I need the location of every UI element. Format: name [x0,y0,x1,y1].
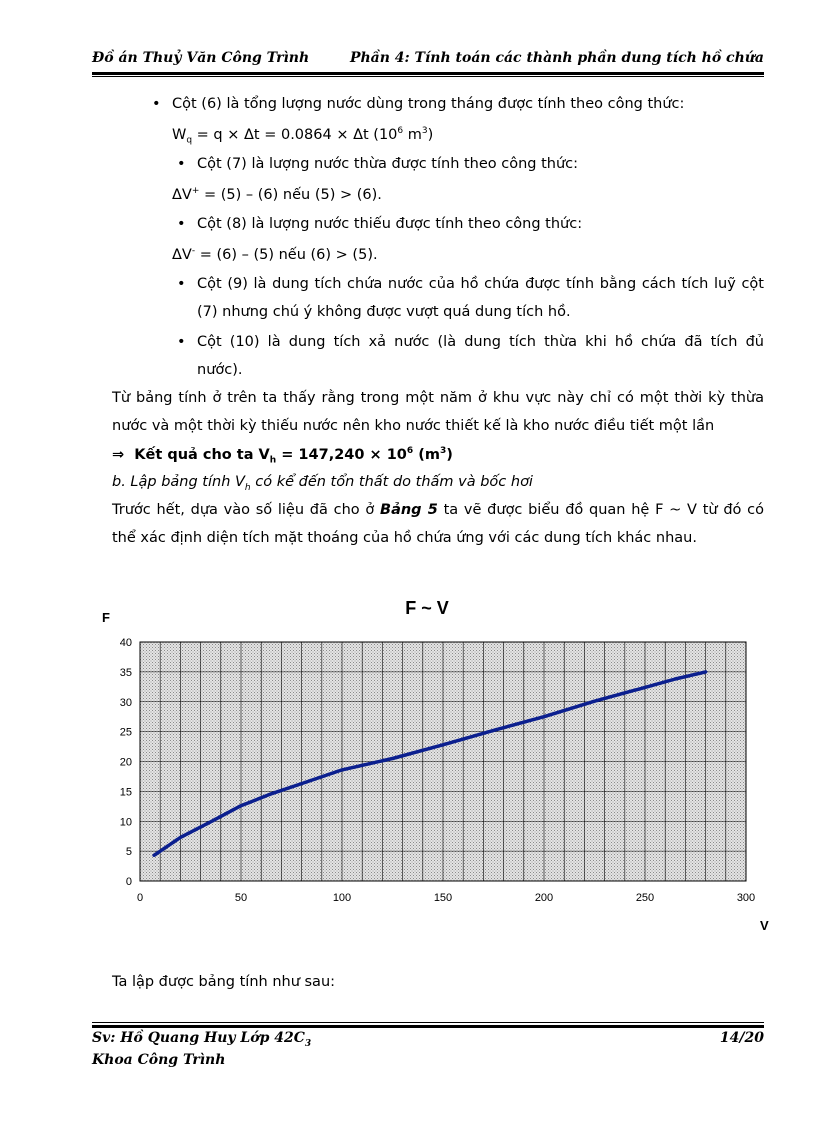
footer-rule [92,1025,764,1028]
bullet-col6: • Cột (6) là tổng lượng nước dùng trong tháng được tính theo công thức: [172,96,684,112]
x-tick-label: 0 [136,892,144,904]
y-tick-label: 20 [119,756,132,769]
result-line: ⇒ Kết quả cho ta $V_h = 147,240 \times 10^6$ $(m^3)$ [112,446,453,466]
bullet-col9-line1: • Cột (9) là dung tích chứa nước của hồ chứa được tính bằng cách tích luỹ cột [197,276,764,292]
y-tick-label: 40 [119,637,132,649]
paragraph-2-line1: Trước hết, dựa vào số liệu đã cho ở Bảng 5 ta vẽ được biểu đồ quan hệ F ~ V từ đó có [112,502,764,518]
page-header [92,44,764,74]
bullet-col10-line1: • Cột (10) là dung tích xả nước (là dung tích thừa khi hồ chứa đã tích đủ [197,334,764,350]
y-tick-label: 35 [119,666,132,679]
y-tick-label: 30 [119,696,132,709]
footer-student: Sv: Hồ Quang Huy Lớp $42C_3$ [92,1030,312,1049]
bullet-col7: • Cột (7) là lượng nước thừa được tính theo công thức: [197,156,578,172]
x-tick-label: 200 [534,892,554,904]
bullet-col9-line2: (7) nhưng chú ý không được vượt quá dung tích hồ. [197,304,571,320]
page-footer [92,1030,764,1068]
after-chart-text: Ta lập được bảng tính như sau: [112,974,336,990]
formula-dv-plus: ΔV+ = (5) – (6) nếu (5) > (6). [172,186,382,203]
paragraph-2-line2: thể xác định diện tích mặt thoáng của hồ chứa ứng với các dung tích khác nhau. [112,530,697,546]
chart-y-label: F [102,610,110,625]
y-tick-label: 10 [119,816,132,829]
y-tick-label: 25 [119,726,132,739]
bullet-col10-line2: nước). [197,362,243,378]
formula-wq: $W_q = q \times \Delta t = 0.0864 \times \Delta t$ ($10^6$ $m^3$) [172,126,434,146]
y-tick-label: 15 [119,786,132,799]
x-tick-label: 300 [736,892,756,904]
y-tick-label: 5 [125,846,132,859]
chart-x-label: V [760,918,769,933]
footer-rule-thin [92,1022,764,1023]
formula-dv-minus: ΔV- = (6) – (5) nếu (6) > (5). [172,246,378,263]
x-tick-label: 100 [332,892,352,904]
x-tick-labels [137,892,755,904]
y-tick-labels [120,637,132,888]
chart-title: F ~ V [405,598,449,618]
header-rule [92,72,764,75]
f-v-chart [92,590,782,940]
x-tick-label: 150 [433,892,453,904]
page-number: 14/20 [719,1030,764,1046]
paragraph-1-line1: Từ bảng tính ở trên ta thấy rằng trong một năm ở khu vực này chỉ có một thời kỳ thừa [112,390,764,406]
bullet-col8: • Cột (8) là lượng nước thiếu được tính theo công thức: [197,216,582,232]
header-left: Đồ án Thuỷ Văn Công Trình [92,50,310,66]
paragraph-1-line2: nước và một thời kỳ thiếu nước nên kho nước thiết kế là kho nước điều tiết một lần [112,418,715,434]
header-rule-thin [92,76,764,77]
footer-faculty: Khoa Công Trình [92,1052,226,1068]
section-b-heading: b. Lập bảng tính $V_h$ có kể đến tổn thất do thấm và bốc hơi [112,474,533,493]
x-tick-label: 250 [635,892,655,904]
header-right: Phần 4: Tính toán các thành phần dung tích hồ chứa [349,50,764,66]
x-tick-label: 50 [234,892,248,904]
y-tick-label: 0 [125,876,132,888]
